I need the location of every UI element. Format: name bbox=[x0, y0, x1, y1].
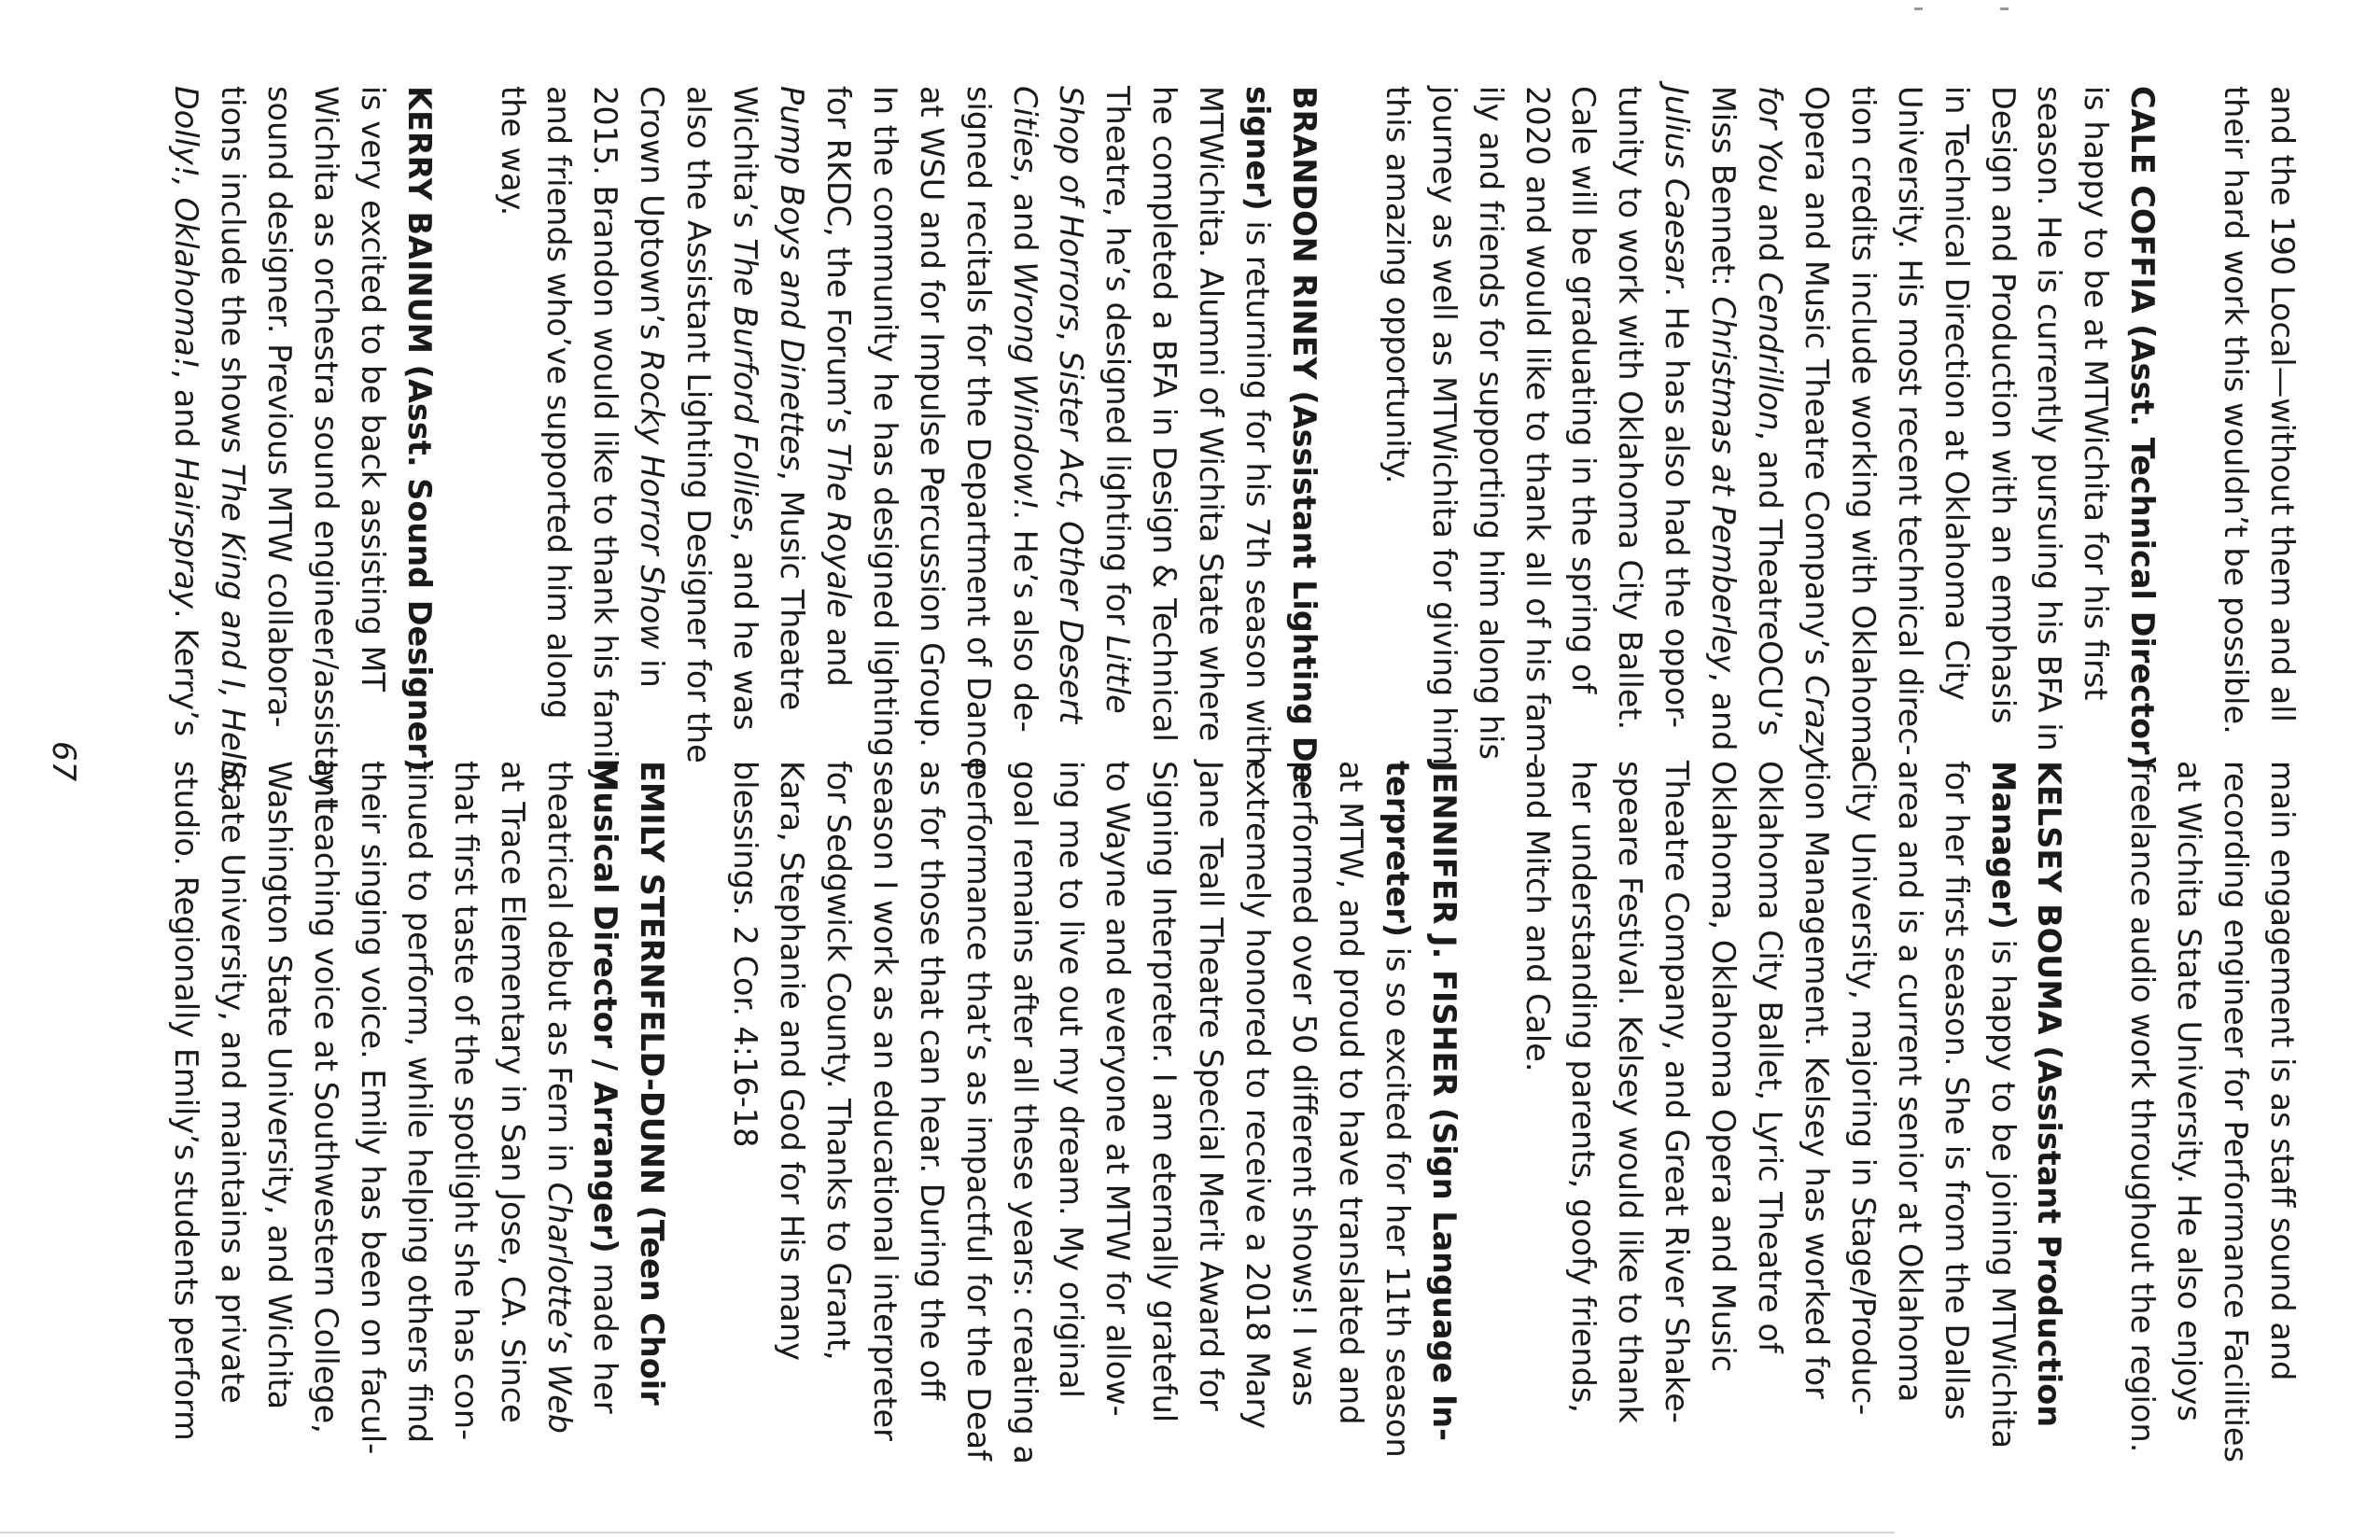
text-line: ing me to live out my dream. My original bbox=[1053, 761, 1090, 1398]
text-line: tion Management. Kelsey has worked for bbox=[1798, 761, 1835, 1399]
text-line: for Sedgwick County. Thanks to Grant, bbox=[819, 761, 857, 1361]
text-line: at Wichita State University. He also enjoys bbox=[2171, 761, 2208, 1421]
text-line: performed over 50 different shows! I was bbox=[1286, 761, 1323, 1407]
text-line: Musical Director / Arranger) made her bbox=[587, 761, 624, 1414]
text-line: blessings. 2 Cor. 4:16-18 bbox=[727, 761, 764, 1148]
paragraph-gap bbox=[675, 761, 721, 1517]
text-line: is happy to be at MTWichita for his first bbox=[2078, 86, 2115, 701]
text-line: Julius Caesar. He has also had the oppor- bbox=[1659, 86, 1696, 728]
left-column bbox=[162, 86, 2305, 842]
paragraph-gap bbox=[2165, 86, 2212, 842]
paragraph-gap bbox=[442, 86, 489, 842]
text-line: EMILY STERNFELD-DUNN (Teen Choir bbox=[634, 761, 671, 1406]
text-line: Kara, Stephanie and God for His many bbox=[774, 761, 811, 1361]
text-line: ty teaching voice at Southwestern College, bbox=[307, 761, 344, 1434]
text-line: their singing voice. Emily has been on facul- bbox=[354, 761, 391, 1455]
page-number: 67 bbox=[45, 741, 82, 782]
text-line: the way. bbox=[494, 86, 531, 217]
text-line: for RKDC, the Forum’s The Royale and bbox=[819, 86, 857, 687]
text-line: KERRY BAINUM (Asst. Sound Designer) bbox=[400, 86, 438, 773]
text-line: main engagement is as staff sound and bbox=[2264, 761, 2301, 1381]
text-line: Theatre Company, and Great River Shake- bbox=[1659, 761, 1696, 1423]
text-line: Shop of Horrors, Sister Act, Other Desert bbox=[1053, 86, 1090, 724]
text-line: tions include the shows The King and I, Hello, bbox=[215, 86, 252, 798]
text-line: Signing Interpreter. I am eternally grateful bbox=[1146, 761, 1183, 1423]
text-line: Wichita as orchestra sound engineer/assistant bbox=[307, 86, 344, 810]
text-line: 2020 and would like to thank all of his fam- bbox=[1519, 86, 1556, 764]
text-line: studio. Regionally Emily’s students perform bbox=[168, 761, 205, 1441]
text-line: for her first season. She is from the Dallas bbox=[1938, 761, 1975, 1421]
text-line: Wichita’s The Burford Follies, and he was bbox=[727, 86, 764, 731]
text-line: recording engineer for Performance Facilities bbox=[2218, 761, 2255, 1463]
text-line: this amazing opportunity. bbox=[1379, 86, 1416, 484]
text-line: ily and friends for supporting him along his bbox=[1472, 86, 1509, 760]
text-line: CALE COFFIA (Asst. Technical Director) bbox=[2124, 86, 2162, 769]
text-line: 2015. Brandon would like to thank his family bbox=[587, 86, 624, 786]
scan-speck bbox=[1914, 7, 1923, 10]
text-line: Jane Teall Theatre Special Merit Award for bbox=[1193, 761, 1230, 1411]
paragraph-gap bbox=[2072, 761, 2119, 1517]
text-line: is very excited to be back assisting MT bbox=[354, 86, 391, 692]
scan-speck bbox=[2000, 7, 2009, 10]
text-line: season. He is currently pursuing his BFA in bbox=[2031, 86, 2068, 751]
text-line: her understanding parents, goofy friends, bbox=[1565, 761, 1603, 1414]
text-line: Miss Bennet: Christmas at Pemberley, and bbox=[1705, 86, 1743, 751]
text-line: BRANDON RINEY (Assistant Lighting De- bbox=[1286, 86, 1323, 797]
text-line: Oklahoma City Ballet, Lyric Theatre of bbox=[1752, 761, 1789, 1353]
text-line: at WSU and for Impulse Percussion Group. bbox=[913, 86, 950, 748]
text-line: Oklahoma, Oklahoma Opera and Music bbox=[1705, 761, 1743, 1373]
text-line: at MTW, and proud to have translated and bbox=[1332, 761, 1369, 1425]
text-line: speare Festival. Kelsey would like to thank bbox=[1612, 761, 1649, 1424]
text-line: terpreter) is so excited for her 11th season bbox=[1379, 761, 1416, 1458]
text-line: tunity to work with Oklahoma City Ballet. bbox=[1612, 86, 1649, 731]
text-line: at Trace Elementary in San Jose, CA. Since bbox=[494, 761, 531, 1423]
text-line: State University, and maintains a private bbox=[215, 761, 252, 1404]
text-line: and the 190 Local—without them and all bbox=[2264, 86, 2301, 722]
scan-edge-line bbox=[0, 1532, 1895, 1533]
text-line: sound designer. Previous MTW collabora- bbox=[261, 86, 299, 728]
text-line: City University, majoring in Stage/Produc- bbox=[1844, 761, 1882, 1416]
text-line: In the community he has designed lighting bbox=[866, 86, 903, 758]
text-line: that first taste of the spotlight she has con- bbox=[447, 761, 484, 1441]
text-line: Crown Uptown’s Rocky Horror Show in bbox=[634, 86, 671, 688]
text-line: also the Assistant Lighting Designer for the bbox=[680, 86, 718, 763]
right-column bbox=[162, 761, 2305, 1517]
text-line: Pump Boys and Dinettes, Music Theatre bbox=[774, 86, 811, 711]
text-line: JENNIFER J. FISHER (Sign Language In- bbox=[1425, 761, 1463, 1442]
text-line: Opera and Music Theatre Company’s Crazy bbox=[1798, 86, 1835, 764]
text-line: KELSEY BOUMA (Assistant Production bbox=[2031, 761, 2068, 1428]
text-line: Dolly!, Oklahoma!, and Hairspray. Kerry’s bbox=[168, 86, 205, 737]
text-line: theatrical debut as Fern in Charlotte’s Web bbox=[540, 761, 578, 1435]
text-line: Cities, and Wrong Window!. He’s also de- bbox=[1006, 86, 1043, 733]
text-line: area and is a current senior at Oklahoma bbox=[1891, 761, 1928, 1403]
text-line: season I work as an educational interpreter bbox=[866, 761, 903, 1441]
text-line: signer) is returning for his 7th season with bbox=[1239, 86, 1277, 765]
text-line: he completed a BFA in Design & Technical bbox=[1146, 86, 1183, 742]
text-line: extremely honored to receive a 2018 Mary bbox=[1239, 761, 1277, 1430]
text-line: freelance audio work throughout the region. bbox=[2124, 761, 2162, 1453]
text-line: Manager) is happy to be joining MTWichita bbox=[1984, 761, 2022, 1449]
text-line: to Wayne and everyone at MTW for allow- bbox=[1099, 761, 1137, 1417]
paragraph-gap bbox=[1467, 761, 1514, 1517]
text-line: Theatre, he’s designed lighting for Little bbox=[1099, 86, 1137, 714]
text-line: journey as well as MTWichita for giving him bbox=[1425, 86, 1463, 766]
text-line: tion credits include working with Oklahoma bbox=[1844, 86, 1882, 764]
text-line: goal remains after all these years: creating a bbox=[1006, 761, 1043, 1464]
text-line: in Technical Direction at Oklahoma City bbox=[1938, 86, 1975, 701]
text-line: MTWichita. Alumni of Wichita State where bbox=[1193, 86, 1230, 742]
text-line: Design and Production with an emphasis bbox=[1984, 86, 2022, 724]
text-line: as for those that can hear. During the off bbox=[913, 761, 950, 1401]
paragraph-gap bbox=[1327, 86, 1374, 842]
text-line: Cale will be graduating in the spring of bbox=[1565, 86, 1603, 694]
text-line: signed recitals for the Department of Dance bbox=[959, 86, 997, 777]
text-line: and friends who’ve supported him along bbox=[540, 86, 578, 720]
text-line: and Mitch and Cale. bbox=[1519, 761, 1556, 1072]
text-line: University. His most recent technical direc- bbox=[1891, 86, 1928, 756]
text-line: their hard work this wouldn’t be possible. bbox=[2218, 86, 2255, 735]
text-line: Washington State University, and Wichita bbox=[261, 761, 299, 1410]
text-line: performance that’s as impactful for the Deaf bbox=[959, 761, 997, 1461]
text-line: for You and Cendrillon, and TheatreOCU’s bbox=[1752, 86, 1789, 736]
text-line: tinued to perform, while helping others find bbox=[400, 761, 438, 1444]
